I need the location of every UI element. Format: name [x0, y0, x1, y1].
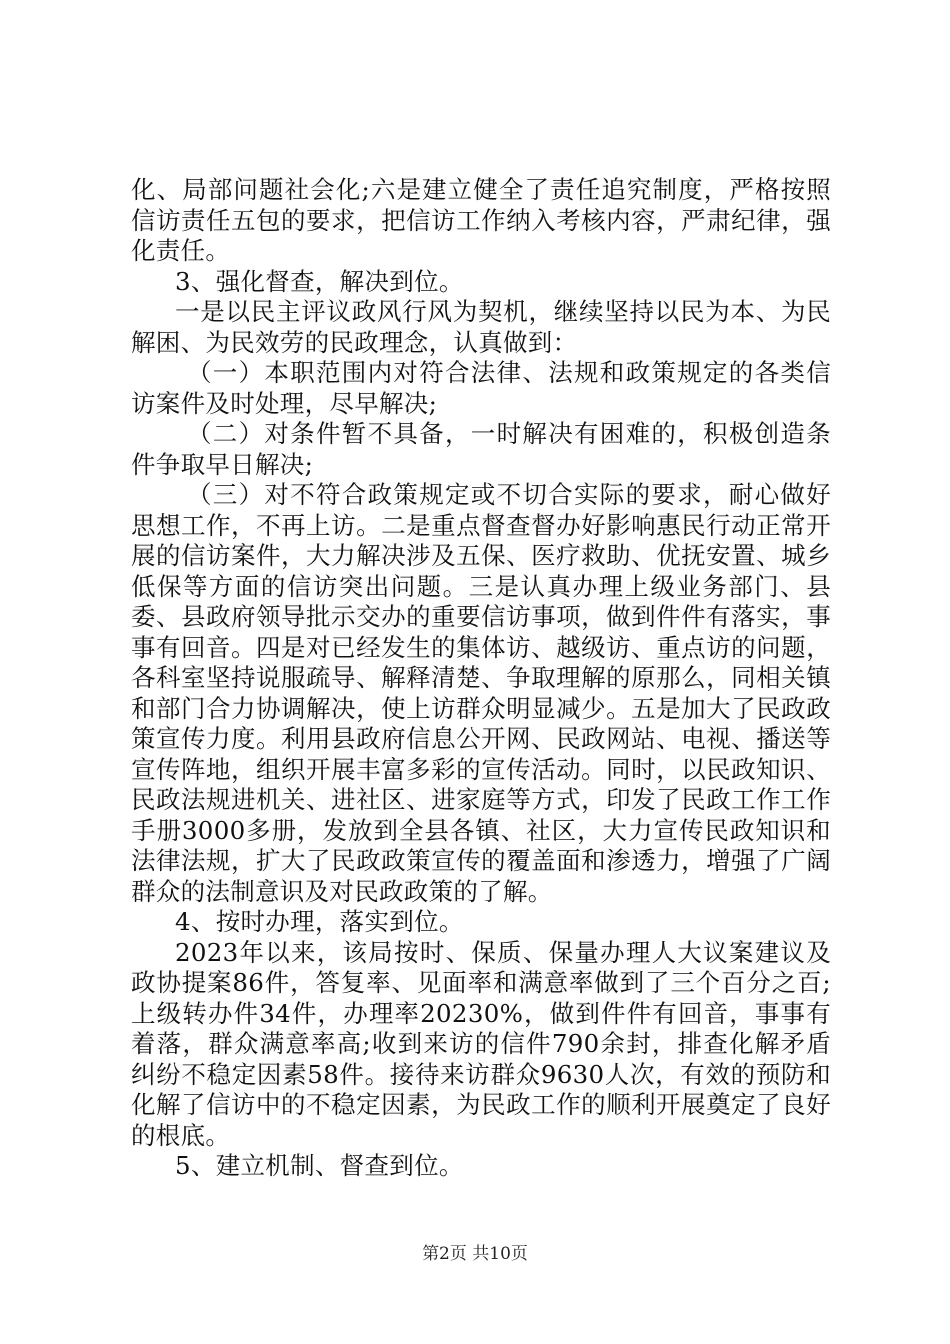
paragraph-statistics: 2023年以来，该局按时、保质、保量办理人大议案建议及政协提案86件，答复率、见面率和满意率做到了三个百分之百;上级转办件34件，办理率20230%，做到件件有回音，事事有着落，群众满意率高;收到来访的信件790余封，排查化解矛盾纠纷不稳定因素58件。接待来访群众9630人次，有效的预防和化解了信访中的不稳定因素，为民政工作的顺利开展奠定了良好的根底。	[131, 937, 831, 1150]
list-item-3: （三）对不符合政策规定或不切合实际的要求，耐心做好思想工作，不再上访。二是重点督查督办好影响惠民行动正常开展的信访案件，大力解决涉及五保、医疗救助、优抚安置、城乡低保等方面的信访突出问题。三是认真办理上级业务部门、县委、县政府领导批示交办的重要信访事项，做到件件有落实，事事有回音。四是对已经发生的集体访、越级访、重点访的问题，各科室坚持说服疏导、解释清楚、争取理解的原那么，同相关镇和部门合力协调解决，使上访群众明显减少。五是加大了民政政策宣传力度。利用县政府信息公开网、民政网站、电视、播送等宣传阵地，组织开展丰富多彩的宣传活动。同时，以民政知识、民政法规进机关、进社区、进家庭等方式，印发了民政工作工作手册3000多册，发放到全县各镇、社区，大力宣传民政知识和法律法规，扩大了民政政策宣传的覆盖面和渗透力，增强了广阔群众的法制意识及对民政政策的了解。	[131, 480, 831, 906]
page-footer: 第2页 共10页	[422, 1244, 528, 1264]
document-body	[131, 175, 831, 1182]
section-heading-5: 5、建立机制、督查到位。	[175, 1151, 464, 1180]
list-item-2: （二）对条件暂不具备，一时解决有困难的，积极创造条件争取早日解决;	[131, 419, 831, 479]
list-item-1: （一）本职范围内对符合法律、法规和政策规定的各类信访案件及时处理，尽早解决;	[131, 358, 831, 418]
paragraph-continuation: 化、局部问题社会化;六是建立健全了责任追究制度，严格按照信访责任五包的要求，把信访工作纳入考核内容，严肃纪律，强化责任。	[131, 175, 831, 265]
section-heading-3: 3、强化督查，解决到位。	[175, 266, 464, 296]
paragraph-intro: 一是以民主评议政风行风为契机，继续坚持以民为本、为民解困、为民效劳的民政理念，认真做到：	[131, 297, 831, 357]
section-heading-4: 4、按时办理，落实到位。	[175, 907, 464, 936]
